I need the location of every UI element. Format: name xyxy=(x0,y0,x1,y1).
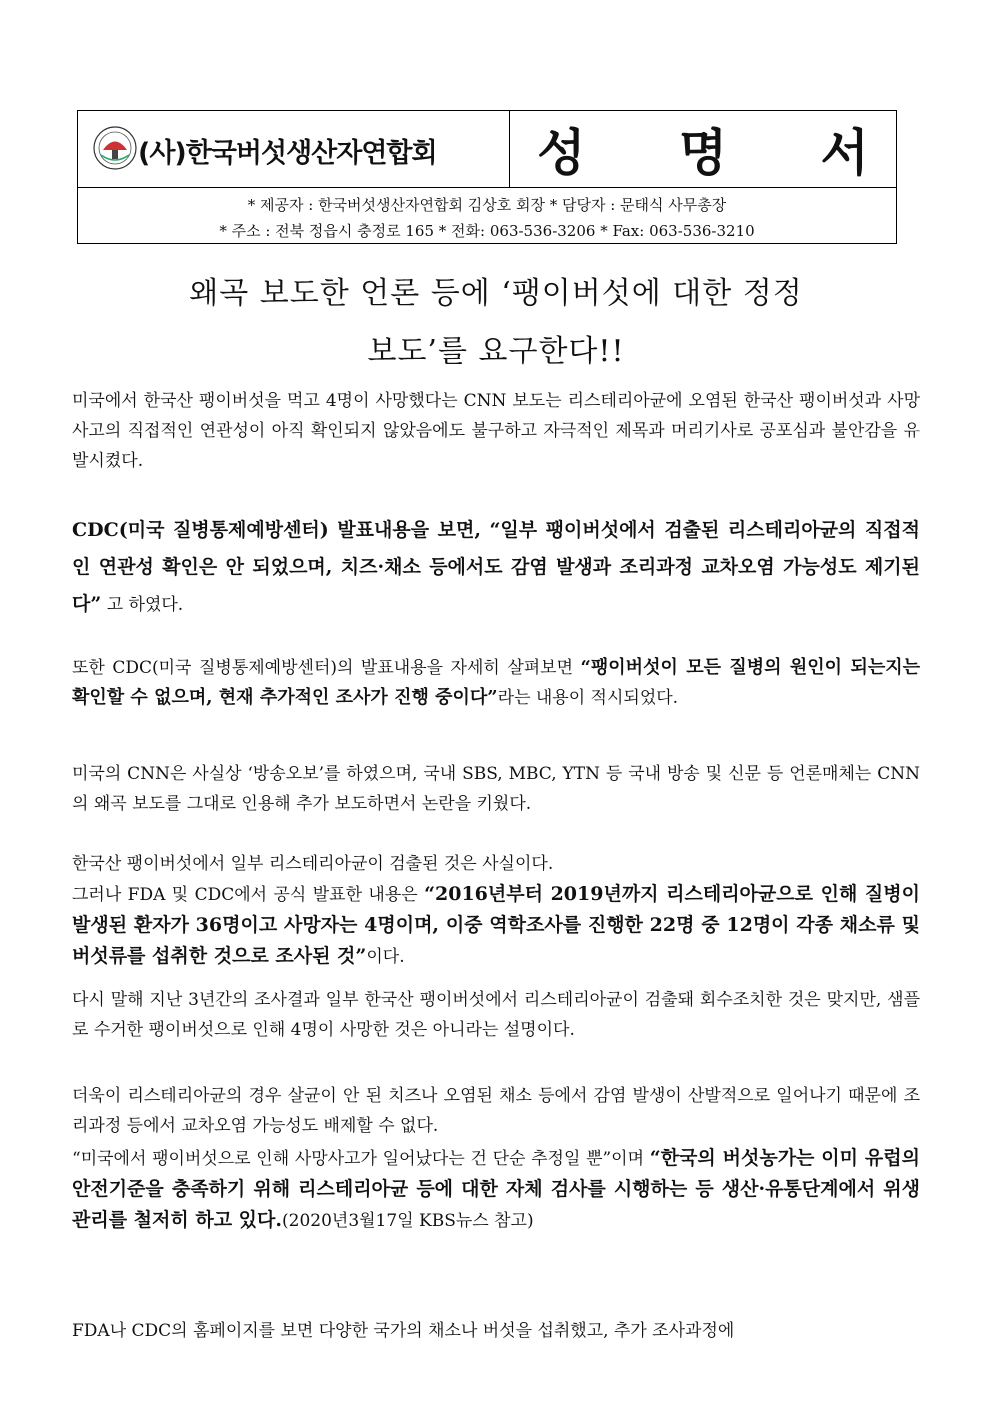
headline-line2: 보도’를 요구한다!! xyxy=(367,334,625,369)
paragraph-4: 미국의 CNN은 사실상 ‘방송오보’를 하였으며, 국내 SBS, MBC, YTN 등 국내 방송 및 신문 등 언론매체는 CNN의 왜곡 보도를 그대로 인용해 추가 보도하면서 논란을 키웠다. xyxy=(72,764,920,814)
paragraph-3 xyxy=(72,653,920,713)
paragraph-2 xyxy=(72,512,920,623)
paragraph-2-tail: 고 하였다. xyxy=(101,595,184,615)
paragraph-5-line1: 한국산 팽이버섯에서 일부 리스테리아균이 검출된 것은 사실이다. xyxy=(72,854,554,874)
paragraph-7: 더욱이 리스테리아균의 경우 살균이 안 된 치즈나 오염된 채소 등에서 감염 발생이 산발적으로 일어나기 때문에 조리과정 등에서 교차오염 가능성도 배제할 수 없다. xyxy=(72,1086,920,1136)
paragraph-2-bold: CDC(미국 질병통제예방센터) 발표내용을 보면, “일부 팽이버섯에서 검출된 리스테리아균의 직접적인 연관성 확인은 안 되었으며, 치즈·채소 등에서도 감염 발생과 조리과정 교차오염 가능성도 제기된다” xyxy=(72,519,920,615)
headline-line1: 왜곡 보도한 언론 등에 ‘팽이버섯에 대한 정정 xyxy=(189,276,803,311)
org-name: (사)한국버섯생산자연합회 xyxy=(138,138,437,169)
paragraph-3-head: 또한 CDC(미국 질병통제예방센터)의 발표내용을 자세히 살펴보면 xyxy=(72,658,581,678)
paragraph-5-tail: 이다. xyxy=(366,947,405,967)
paragraph-8-head: “미국에서 팽이버섯으로 인해 사망사고가 일어났다는 건 단순 추정일 뿐”이며 xyxy=(72,1149,650,1169)
paragraph-5-head: 그러나 FDA 및 CDC에서 공식 발표한 내용은 xyxy=(72,885,425,905)
info-line-provider: * 제공자 : 한국버섯생산자연합회 김상호 회장 * 담당자 : 문태식 사무총장 xyxy=(247,196,727,214)
paragraph-8 xyxy=(72,1143,920,1236)
paragraph-5-bold: “2016년부터 2019년까지 리스테리아균으로 인해 질병이 발생된 환자가 36명이고 사망자는 4명이며, 이중 역학조사를 진행한 22명 중 12명이 각종 채소류 및 버섯류를 섭취한 것으로 조사된 것” xyxy=(72,883,920,967)
doc-title: 성 명 서 xyxy=(537,124,907,182)
org-cell xyxy=(78,111,510,188)
paragraph-9: FDA나 CDC의 홈페이지를 보면 다양한 국가의 채소나 버섯을 섭취했고, 추가 조사과정에 xyxy=(72,1321,735,1341)
paragraph-5 xyxy=(72,849,920,972)
title-cell xyxy=(510,111,907,188)
paragraph-3-bold: “팽이버섯이 모든 질병의 원인이 되는지는 확인할 수 없으며, 현재 추가적인 조사가 진행 중이다” xyxy=(72,657,920,708)
paragraph-8-tail: (2020년3월17일 KBS뉴스 참고) xyxy=(282,1211,534,1231)
info-line-contact: * 주소 : 전북 정읍시 충정로 165 * 전화: 063-536-3206 * Fax: 063-536-3210 xyxy=(219,222,755,240)
association-logo-icon xyxy=(92,125,138,171)
paragraph-3-tail: 라는 내용이 적시되었다. xyxy=(497,688,679,708)
paragraph-6: 다시 말해 지난 3년간의 조사결과 일부 한국산 팽이버섯에서 리스테리아균이 검출돼 회수조치한 것은 맞지만, 샘플로 수거한 팽이버섯으로 인해 4명이 사망한 것은 아니라는 설명이다. xyxy=(72,990,920,1040)
paragraph-8-bold: “한국의 버섯농가는 이미 유럽의 안전기준을 충족하기 위해 리스테리아균 등에 대한 자체 검사를 시행하는 등 생산·유통단계에서 위생관리를 철저히 하고 있다. xyxy=(72,1147,920,1231)
header-box xyxy=(77,110,907,244)
paragraph-1: 미국에서 한국산 팽이버섯을 먹고 4명이 사망했다는 CNN 보도는 리스테리아균에 오염된 한국산 팽이버섯과 사망사고의 직접적인 연관성이 아직 확인되지 않았음에도 불구하고 자극적인 제목과 머리기사로 공포심과 불안감을 유발시켰다. xyxy=(72,391,920,471)
